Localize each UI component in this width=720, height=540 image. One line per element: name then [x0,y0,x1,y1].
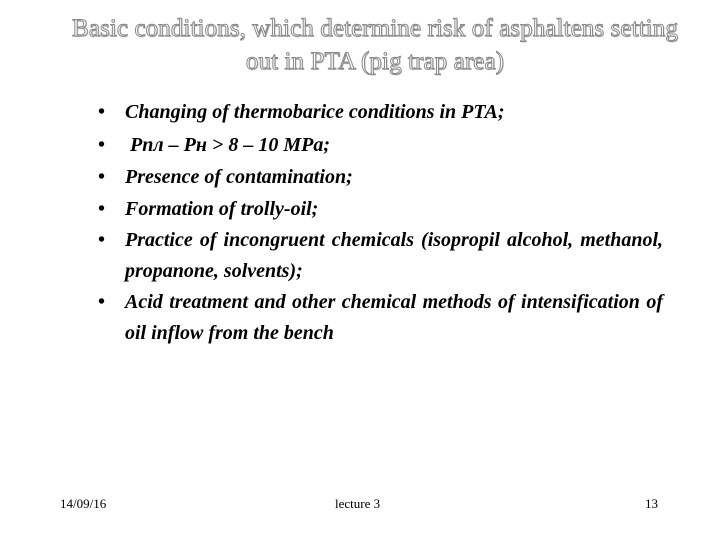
bullet-text: Acid treatment and other chemical methods of intensification of oil inflow from the bench [125,291,663,344]
slide-title: Basic conditions, which determine risk of asphaltens setting out in PTA (pig trap area) [72,15,678,75]
bullet-dot-icon: • [98,101,106,123]
footer-date: 14/09/16 [60,496,107,511]
bullet-item [98,193,663,225]
bullet-dot-icon: • [98,166,106,188]
bullet-item [98,161,663,193]
bullet-dot-icon: • [98,229,106,251]
footer-lecture: lecture 3 [335,496,381,511]
bullet-dot-icon: • [98,134,106,156]
bullet-item [98,96,663,128]
bullet-text: Changing of thermobarice conditions in PTA; [125,101,505,123]
bullet-dot-icon: • [98,291,106,313]
footer-page-number: 13 [645,496,658,511]
bullet-item [98,225,663,287]
bullet-item [98,129,663,161]
bullet-text: Formation of trolly-oil; [125,198,319,220]
bullet-dot-icon: • [98,198,106,220]
bullet-text: Practice of incongruent chemicals (isopropil alcohol, methanol, propanone, solvents); [125,229,663,282]
bullet-item [98,287,663,349]
bullet-text: Рпл – Рн > 8 – 10 MPa; [125,134,330,156]
bullet-list [98,96,663,349]
bullet-text: Presence of contamination; [125,166,353,188]
